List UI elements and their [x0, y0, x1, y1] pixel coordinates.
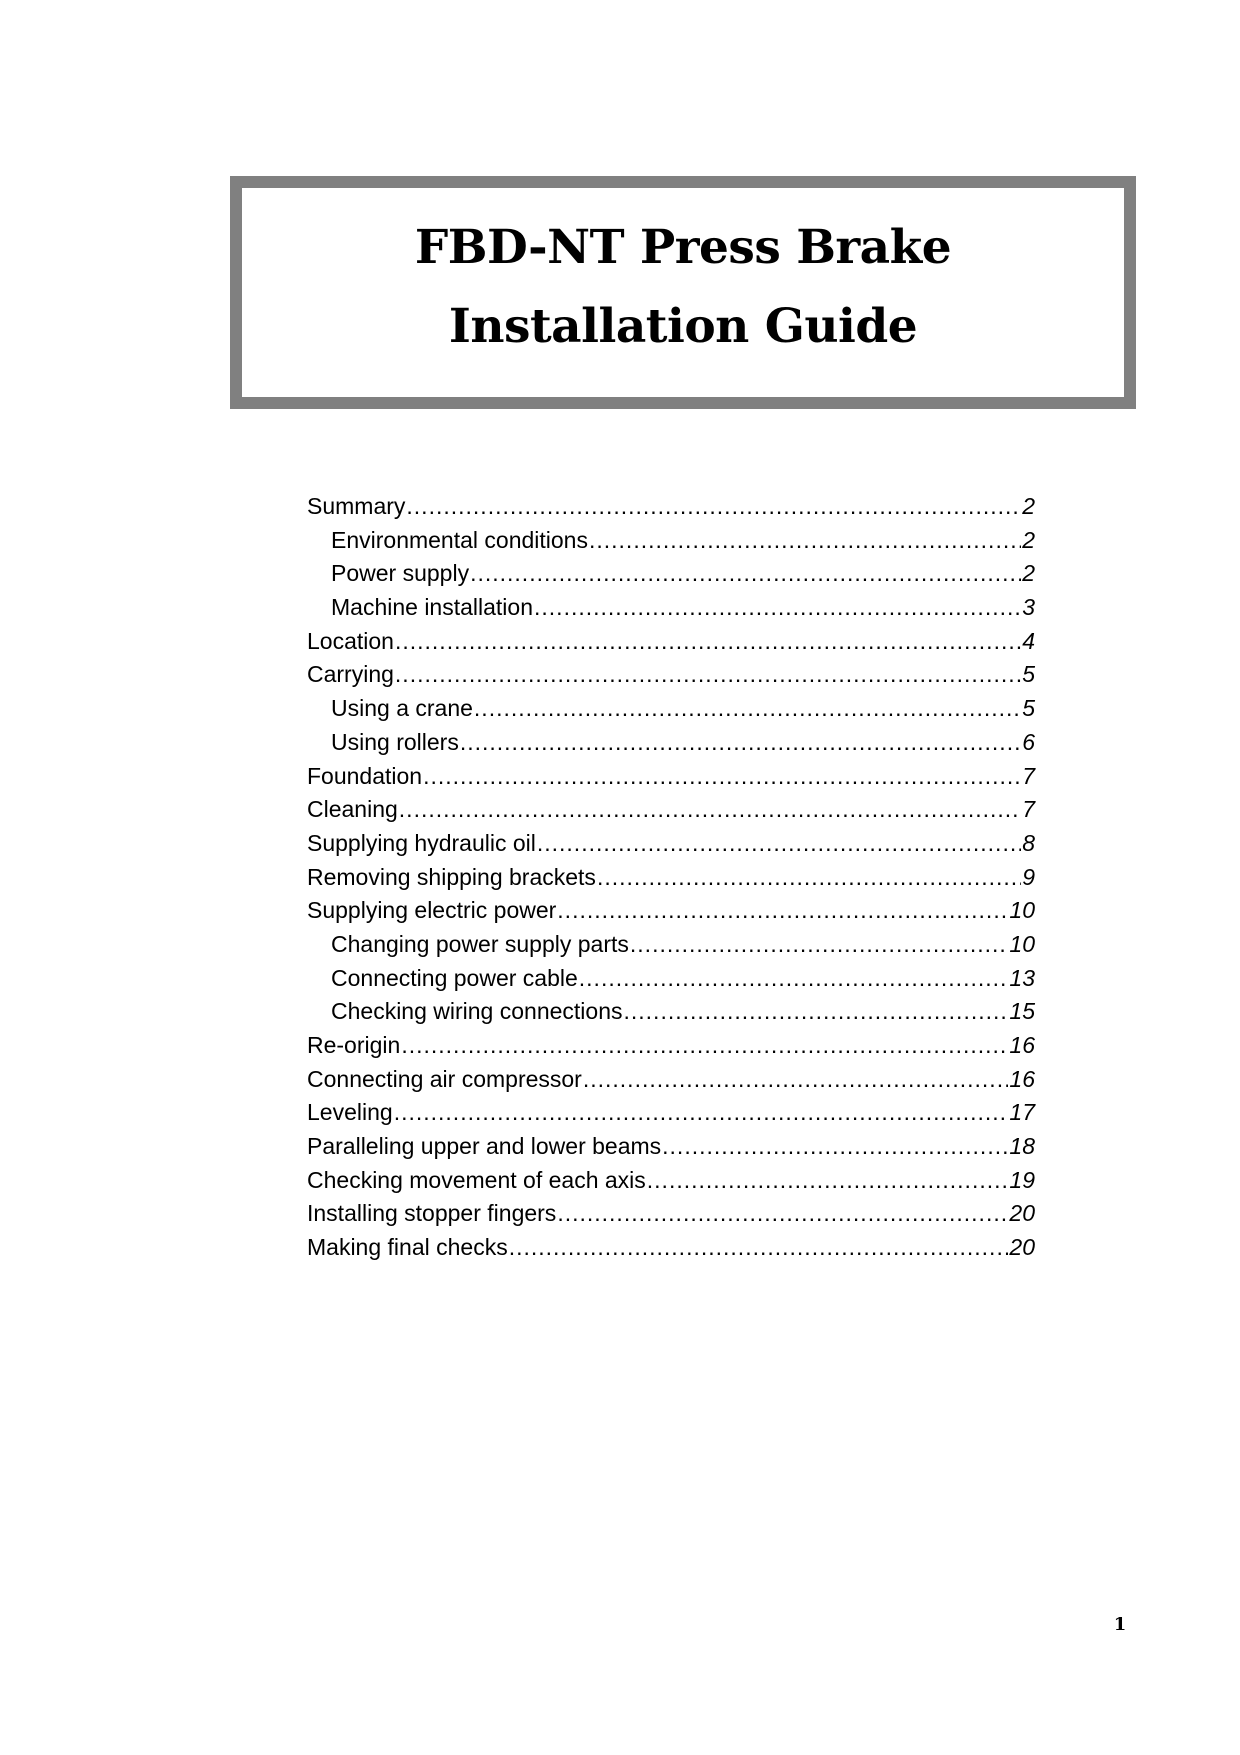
toc-entry[interactable]: [307, 591, 1035, 625]
toc-entry-page: 2: [1022, 493, 1035, 519]
toc-entry[interactable]: [307, 1231, 1035, 1265]
toc-entry[interactable]: [307, 861, 1035, 895]
toc-entry-label: Re-origin: [307, 1032, 401, 1058]
toc-dot-leader: [394, 1096, 1009, 1130]
toc-entry-label: Environmental conditions: [331, 526, 588, 553]
toc-entry-page: 15: [1009, 998, 1035, 1025]
toc-dot-leader: [395, 658, 1021, 692]
toc-entry-label: Connecting air compressor: [307, 1065, 582, 1092]
toc-entry-label: Checking movement of each axis: [307, 1166, 646, 1193]
toc-entry-page: 20: [1009, 1200, 1035, 1227]
toc-dot-leader: [662, 1130, 1008, 1164]
toc-dot-leader: [460, 726, 1021, 760]
toc-dot-leader: [579, 962, 1009, 996]
toc-dot-leader: [597, 861, 1021, 895]
toc-entry-page: 16: [1009, 1065, 1035, 1092]
toc-entry[interactable]: [307, 1130, 1035, 1164]
toc-dot-leader: [557, 894, 1008, 928]
toc-entry[interactable]: [307, 490, 1035, 524]
toc-entry-page: 2: [1022, 560, 1035, 587]
toc-entry[interactable]: [307, 827, 1035, 861]
table-of-contents: [307, 490, 1035, 1265]
toc-entry[interactable]: [307, 793, 1035, 827]
toc-entry-page: 4: [1022, 627, 1035, 654]
toc-entry-page: 18: [1009, 1133, 1035, 1160]
toc-entry[interactable]: [307, 928, 1035, 962]
toc-entry-page: 7: [1022, 796, 1035, 823]
toc-entry[interactable]: [307, 1164, 1035, 1198]
toc-entry-page: 8: [1022, 829, 1035, 856]
toc-entry-label: Leveling: [307, 1099, 393, 1126]
toc-entry-label: Connecting power cable: [331, 964, 578, 991]
toc-entry-label: Installing stopper fingers: [307, 1200, 557, 1227]
toc-entry-label: Summary: [307, 493, 406, 519]
toc-entry[interactable]: [307, 1029, 1035, 1063]
toc-dot-leader: [474, 692, 1021, 726]
toc-entry-page: 16: [1009, 1032, 1035, 1058]
toc-entry-page: 7: [1022, 762, 1035, 789]
toc-dot-leader: [630, 928, 1009, 962]
toc-entry[interactable]: [307, 995, 1035, 1029]
document-subtitle: Installation Guide: [448, 299, 918, 354]
toc-entry-label: Using a crane: [331, 695, 473, 722]
toc-entry-label: Power supply: [331, 560, 470, 587]
toc-entry[interactable]: [307, 524, 1035, 558]
toc-dot-leader: [401, 1029, 1008, 1063]
toc-entry-page: 5: [1022, 695, 1035, 722]
toc-dot-leader: [557, 1197, 1008, 1231]
toc-entry[interactable]: [307, 557, 1035, 591]
toc-dot-leader: [583, 1063, 1009, 1097]
toc-entry[interactable]: [307, 962, 1035, 996]
toc-entry-label: Making final checks: [307, 1234, 508, 1261]
toc-entry-page: 10: [1009, 897, 1035, 924]
toc-entry-page: 3: [1022, 594, 1035, 621]
toc-entry[interactable]: [307, 1197, 1035, 1231]
toc-dot-leader: [624, 995, 1009, 1029]
toc-entry-label: Using rollers: [331, 728, 459, 755]
toc-entry-page: 20: [1009, 1234, 1035, 1261]
toc-dot-leader: [470, 557, 1021, 591]
toc-entry[interactable]: [307, 625, 1035, 659]
toc-entry-page: 6: [1022, 728, 1035, 755]
toc-entry-label: Supplying hydraulic oil: [307, 829, 536, 856]
toc-entry-label: Supplying electric power: [307, 897, 557, 924]
toc-entry-page: 13: [1009, 964, 1035, 991]
document-title: FBD-NT Press Brake: [414, 220, 952, 275]
toc-entry[interactable]: [307, 1063, 1035, 1097]
toc-entry[interactable]: [307, 658, 1035, 692]
toc-entry[interactable]: [307, 726, 1035, 760]
toc-entry-label: Foundation: [307, 762, 423, 789]
toc-dot-leader: [537, 827, 1021, 861]
toc-entry-label: Machine installation: [331, 594, 534, 621]
toc-entry-label: Removing shipping brackets: [307, 863, 596, 890]
toc-dot-leader: [509, 1231, 1009, 1265]
toc-dot-leader: [406, 490, 1021, 524]
title-box: [230, 176, 1136, 409]
toc-entry-label: Changing power supply parts: [331, 930, 629, 957]
toc-dot-leader: [423, 760, 1021, 794]
toc-entry-page: 17: [1009, 1099, 1035, 1126]
toc-dot-leader: [589, 524, 1021, 558]
toc-entry-label: Cleaning: [307, 796, 398, 823]
toc-entry-label: Carrying: [307, 661, 394, 688]
toc-entry-label: Location: [307, 627, 394, 654]
toc-entry-page: 10: [1009, 930, 1035, 957]
page-number: 1: [1113, 1614, 1127, 1635]
toc-dot-leader: [399, 793, 1021, 827]
toc-dot-leader: [534, 591, 1021, 625]
toc-entry-page: 19: [1009, 1166, 1035, 1193]
toc-entry-label: Checking wiring connections: [331, 998, 623, 1025]
toc-entry[interactable]: [307, 1096, 1035, 1130]
toc-entry[interactable]: [307, 894, 1035, 928]
toc-entry-page: 2: [1022, 526, 1035, 553]
toc-entry-page: 5: [1022, 661, 1035, 688]
toc-dot-leader: [395, 625, 1021, 659]
toc-dot-leader: [647, 1164, 1009, 1198]
toc-entry[interactable]: [307, 692, 1035, 726]
toc-entry[interactable]: [307, 760, 1035, 794]
toc-entry-page: 9: [1022, 863, 1035, 890]
toc-entry-label: Paralleling upper and lower beams: [307, 1133, 662, 1160]
